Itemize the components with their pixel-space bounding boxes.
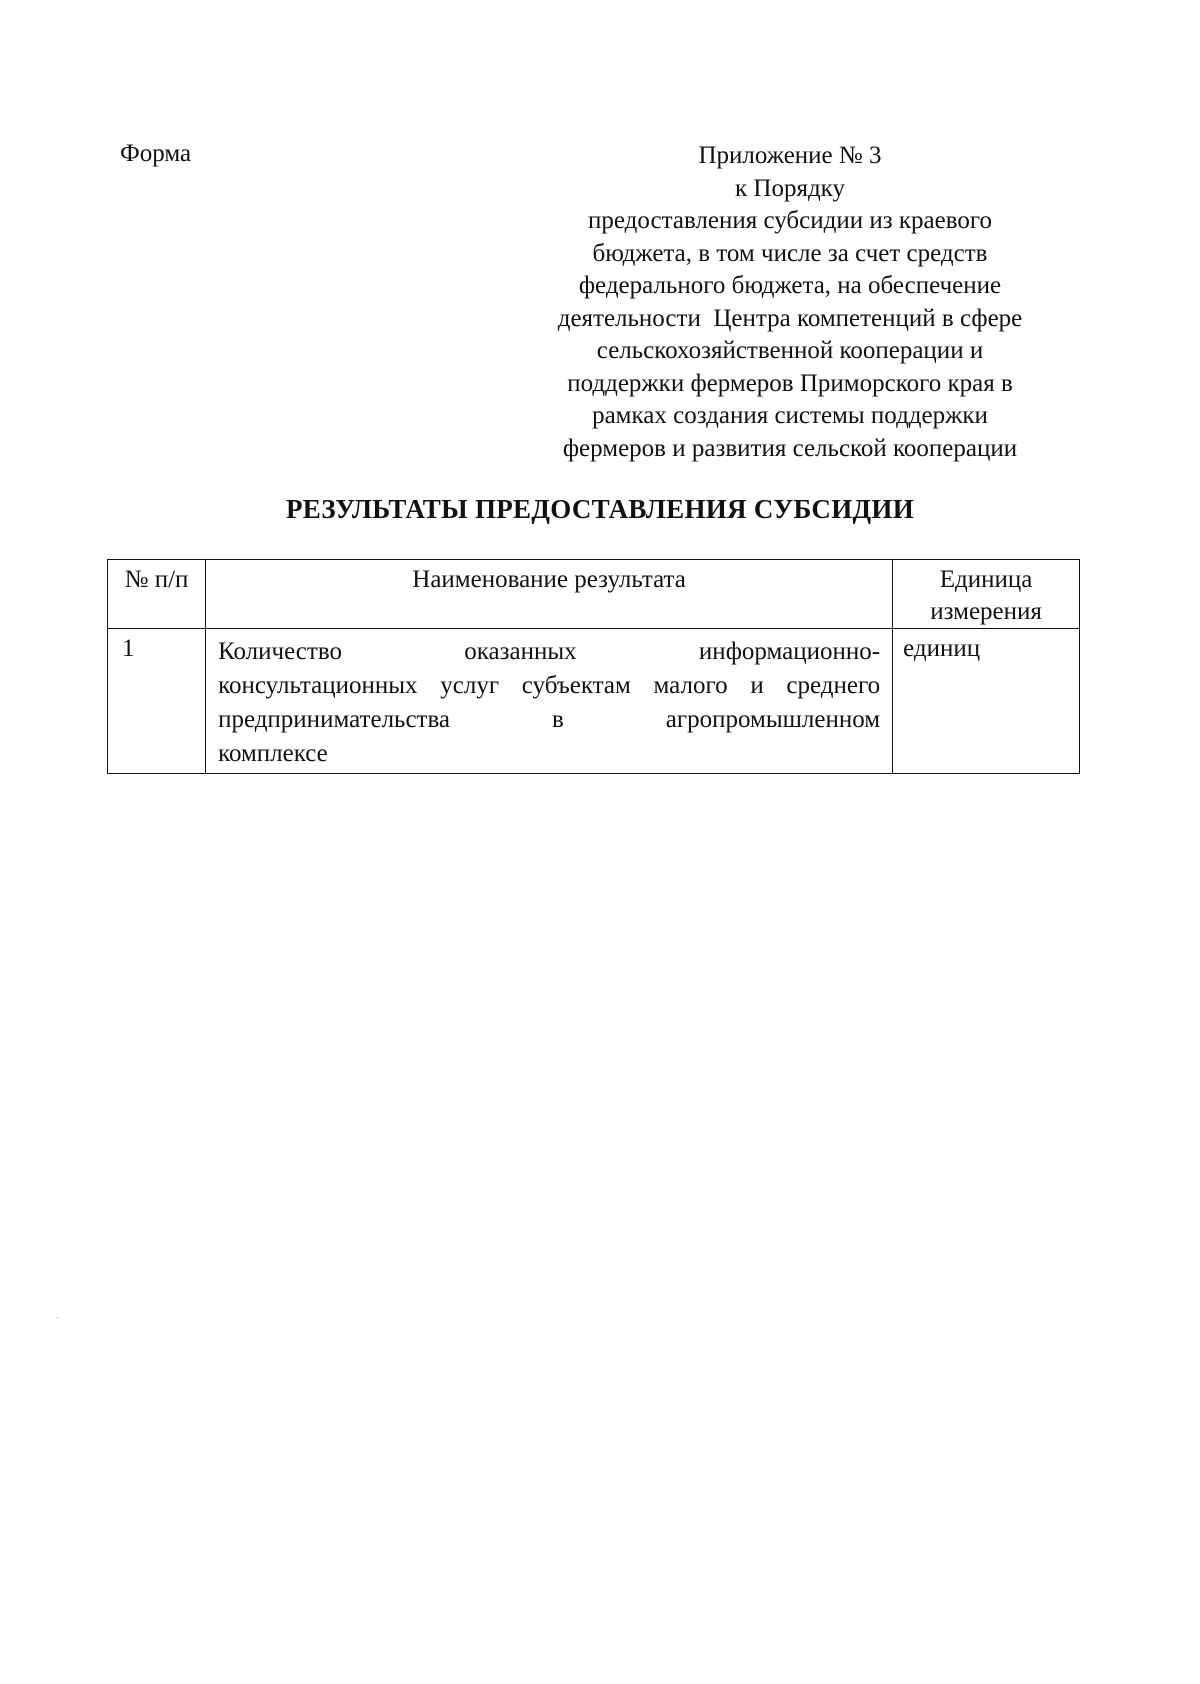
appendix-line: к Порядку <box>735 174 845 202</box>
result-name-line: предпринимательства в агропромышленном <box>218 706 881 733</box>
result-name-line: комплексе <box>218 740 328 767</box>
form-label: Форма <box>120 140 192 167</box>
appendix-line: федерального бюджета, на обеспечение <box>578 272 1002 299</box>
scan-speck <box>57 1317 58 1318</box>
row-unit: единиц <box>893 629 1080 774</box>
header-number: № п/п <box>108 560 206 629</box>
header-unit-line: измерения <box>930 598 1042 625</box>
appendix-line: предоставления субсидии из краевого <box>588 207 992 234</box>
document-title: РЕЗУЛЬТАТЫ ПРЕДОСТАВЛЕНИЯ СУБСИДИИ <box>286 494 914 524</box>
appendix-line: рамках создания системы поддержки <box>592 402 988 429</box>
appendix-line: Приложение № 3 <box>698 142 882 169</box>
table-header-row <box>108 560 1080 629</box>
appendix-line: деятельности Центра компетенций в сфере <box>557 304 1023 332</box>
row-number: 1 <box>108 629 206 774</box>
result-name-line: Количество оказанных информационно- <box>218 638 881 665</box>
results-table <box>107 559 1080 774</box>
table-row <box>108 629 1080 774</box>
appendix-line: сельскохозяйственной кооперации и <box>596 337 984 364</box>
appendix-line: бюджета, в том числе за счет средств <box>592 239 988 267</box>
header-unit <box>893 560 1080 629</box>
appendix-line: фермеров и развития сельской кооперации <box>562 434 1018 462</box>
appendix-line: поддержки фермеров Приморского края в <box>567 369 1013 397</box>
header-result-name: Наименование результата <box>206 560 893 629</box>
row-result-name <box>206 629 893 774</box>
appendix-note <box>500 140 1080 465</box>
header-unit-line: Единица <box>939 566 1033 593</box>
result-name-line: консультационных услуг субъектам малого и среднего <box>218 672 881 699</box>
